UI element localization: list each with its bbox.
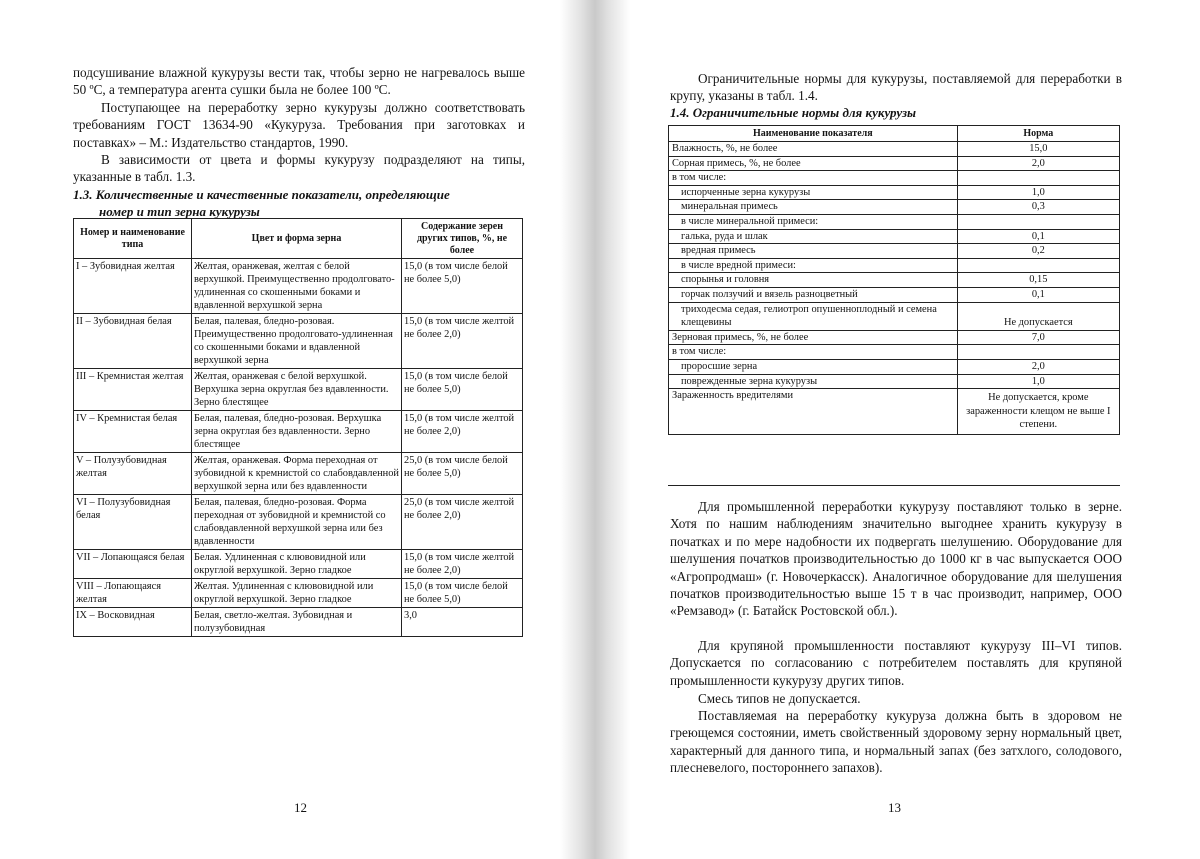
table-row xyxy=(669,302,1120,330)
table-cell-type: II – Зубовидная белая xyxy=(74,314,192,369)
table-cell-type: I – Зубовидная желтая xyxy=(74,259,192,314)
table-cell-name: Влажность, %, не более xyxy=(669,142,958,157)
table-cell-value: Не допускается xyxy=(957,302,1119,330)
left-paragraph-2: Поступающее на переработку зерно кукурузы должно соответствовать требованиям ГОСТ 13634-90 «Кукуруза. Требования при заготовках и поставках» – М.: Издательство стандартов, 1990. xyxy=(73,100,525,150)
table-cell-value: 1,0 xyxy=(957,374,1119,389)
table-row xyxy=(669,287,1120,302)
table-row xyxy=(74,495,523,550)
table-cell-description: Белая, светло-желтая. Зубовидная и полузубовидная xyxy=(192,608,402,637)
table-cell-value: Не допускается, кроме зараженности клещом не выше I степени. xyxy=(957,389,1119,435)
table-row xyxy=(74,411,523,453)
table-row xyxy=(669,156,1120,171)
table-cell-value xyxy=(957,345,1119,360)
table-cell-name: вредная примесь xyxy=(669,244,958,259)
table-row xyxy=(74,369,523,411)
table-cell-value: 15,0 xyxy=(957,142,1119,157)
table-cell-name: горчак ползучий и вязель разноцветный xyxy=(669,287,958,302)
table-1-4-header-norm: Норма xyxy=(957,126,1119,142)
table-cell-description: Белая. Удлиненная с клювовидной или округлой верхушкой. Зерно гладкое xyxy=(192,550,402,579)
table-cell-value: 0,1 xyxy=(957,229,1119,244)
table-1-3-caption-line-1: 1.3. Количественные и качественные показатели, определяющие xyxy=(73,187,450,202)
table-row xyxy=(669,258,1120,273)
table-1-3 xyxy=(73,218,523,637)
table-1-4 xyxy=(668,125,1120,435)
table-row xyxy=(74,314,523,369)
table-row xyxy=(669,200,1120,215)
table-cell-name: испорченные зерна кукурузы xyxy=(669,185,958,200)
table-cell-description: Белая, палевая, бледно-розовая. Преимущественно продолговато-удлиненная со скошенными боками и вдавленной верхушкой зерна xyxy=(192,314,402,369)
table-cell-type: VIII – Лопающаяся желтая xyxy=(74,579,192,608)
table-row xyxy=(669,330,1120,345)
table-cell-content: 15,0 (в том числе белой не более 5,0) xyxy=(402,579,523,608)
table-cell-name: в том числе: xyxy=(669,171,958,186)
right-paragraph-2: Для промышленной переработки кукурузу поставляют только в зерне. Хотя по нашим наблюдениям значительно выгоднее хранить кукурузу в початках и по мере надобности их подвергать шелушению. Оборудование для шелушения початков производительностью до 1000 кг в час выпускается ООО «Агропродмаш» (г. Новочеркасск). Аналогичное оборудование для шелушения початков производительностью выше 15 т в час производит, например, ООО «Ремзавод» (г. Батайск Ростовской обл.). xyxy=(670,499,1122,619)
table-cell-type: V – Полузубовидная желтая xyxy=(74,453,192,495)
table-cell-name: Зерновая примесь, %, не более xyxy=(669,330,958,345)
table-cell-value: 2,0 xyxy=(957,156,1119,171)
table-cell-content: 15,0 (в том числе белой не более 5,0) xyxy=(402,259,523,314)
table-row xyxy=(74,608,523,637)
table-cell-value xyxy=(957,258,1119,273)
table-cell-type: III – Кремнистая желтая xyxy=(74,369,192,411)
table-cell-content: 25,0 (в том числе желтой не более 2,0) xyxy=(402,495,523,550)
table-cell-value xyxy=(957,171,1119,186)
table-cell-type: IX – Восковидная xyxy=(74,608,192,637)
table-cell-content: 15,0 (в том числе желтой не более 2,0) xyxy=(402,550,523,579)
table-cell-type: VII – Лопающаяся белая xyxy=(74,550,192,579)
page-number-right: 13 xyxy=(888,800,901,815)
table-cell-description: Желтая, оранжевая, желтая с белой верхушкой. Преимущественно продолговато-удлиненная со скошенными боками и вдавленной верхушкой зерна xyxy=(192,259,402,314)
table-row xyxy=(74,550,523,579)
table-row xyxy=(669,374,1120,389)
table-cell-name: триходесма седая, гелиотроп опушенноплодный и семена клещевины xyxy=(669,302,958,330)
right-paragraph-3: Для крупяной промышленности поставляют кукурузу III–VI типов. Допускается по согласованию с потребителем поставлять для крупяной промышленности кукурузу других типов. xyxy=(670,638,1122,688)
left-paragraph-1: подсушивание влажной кукурузы вести так, чтобы зерно не нагревалось выше 50 ºC, а температура агента сушки была не более 100 ºC. xyxy=(73,65,525,98)
table-cell-value: 0,15 xyxy=(957,273,1119,288)
table-cell-content: 3,0 xyxy=(402,608,523,637)
table-cell-content: 15,0 (в том числе желтой не более 2,0) xyxy=(402,411,523,453)
table-row xyxy=(74,453,523,495)
table-row xyxy=(669,345,1120,360)
table-cell-value: 0,1 xyxy=(957,287,1119,302)
table-cell-name: спорынья и головня xyxy=(669,273,958,288)
table-cell-content: 15,0 (в том числе белой не более 5,0) xyxy=(402,369,523,411)
table-cell-value: 1,0 xyxy=(957,185,1119,200)
table-cell-value xyxy=(957,214,1119,229)
table-cell-description: Белая, палевая, бледно-розовая. Верхушка зерна округлая без вдавленности. Зерно блестящее xyxy=(192,411,402,453)
table-cell-name: в числе минеральной примеси: xyxy=(669,214,958,229)
table-row xyxy=(669,229,1120,244)
table-1-3-caption xyxy=(73,186,533,220)
table-1-3-header-type: Номер и наименование типа xyxy=(74,219,192,259)
table-row xyxy=(74,259,523,314)
table-row xyxy=(669,185,1120,200)
table-cell-content: 15,0 (в том числе желтой не более 2,0) xyxy=(402,314,523,369)
table-bottom-rule xyxy=(668,485,1120,486)
page-number-left: 12 xyxy=(294,800,307,815)
table-row xyxy=(669,142,1120,157)
table-row xyxy=(669,389,1120,435)
table-cell-name: проросшие зерна xyxy=(669,359,958,374)
table-cell-value: 0,2 xyxy=(957,244,1119,259)
table-cell-name: галька, руда и шлак xyxy=(669,229,958,244)
table-cell-type: VI – Полузубовидная белая xyxy=(74,495,192,550)
table-row xyxy=(669,359,1120,374)
table-cell-description: Желтая, оранжевая с белой верхушкой. Верхушка зерна округлая без вдавленности. Зерно блестящее xyxy=(192,369,402,411)
table-cell-name: Зараженность вредителями xyxy=(669,389,958,435)
right-paragraph-4: Смесь типов не допускается. xyxy=(698,691,861,706)
table-1-3-header-color: Цвет и форма зерна xyxy=(192,219,402,259)
table-cell-name: в числе вредной примеси: xyxy=(669,258,958,273)
left-paragraph-3: В зависимости от цвета и формы кукурузу подразделяют на типы, указанные в табл. 1.3. xyxy=(73,152,525,185)
table-1-4-caption: 1.4. Ограничительные нормы для кукурузы xyxy=(670,105,917,120)
table-row xyxy=(669,214,1120,229)
table-cell-description: Желтая, оранжевая. Форма переходная от зубовидной к кремнистой со слабовдавленной верхушкой зерна или без вдавленности xyxy=(192,453,402,495)
right-paragraph-1: Ограничительные нормы для кукурузы, поставляемой для переработки в крупу, указаны в табл. 1.4. xyxy=(670,71,1122,104)
table-1-4-header-name: Наименование показателя xyxy=(669,126,958,142)
table-row xyxy=(669,244,1120,259)
table-cell-content: 25,0 (в том числе белой не более 5,0) xyxy=(402,453,523,495)
table-cell-name: Сорная примесь, %, не более xyxy=(669,156,958,171)
table-cell-description: Желтая. Удлиненная с клювовидной или округлой верхушкой. Зерно гладкое xyxy=(192,579,402,608)
table-cell-name: в том числе: xyxy=(669,345,958,360)
table-1-3-caption-line-2: номер и тип зерна кукурузы xyxy=(99,204,260,219)
table-row xyxy=(669,171,1120,186)
table-cell-value: 0,3 xyxy=(957,200,1119,215)
table-cell-description: Белая, палевая, бледно-розовая. Форма переходная от зубовидной и кремнистой со слабовдавленной верхушкой зерна или без вдавленности xyxy=(192,495,402,550)
table-cell-name: минеральная примесь xyxy=(669,200,958,215)
right-paragraph-5: Поставляемая на переработку кукуруза должна быть в здоровом не греющемся состоянии, иметь свойственный здоровому зерну нормальный цвет, характерный для данного типа, и нормальный запах (без затхлого, солодового, плесневелого, постороннего запахов). xyxy=(670,708,1122,776)
table-cell-name: поврежденные зерна кукурузы xyxy=(669,374,958,389)
table-1-3-header-content: Содержание зерен других типов, %, не более xyxy=(402,219,523,259)
table-row xyxy=(669,273,1120,288)
table-cell-value: 7,0 xyxy=(957,330,1119,345)
table-row xyxy=(74,579,523,608)
table-cell-value: 2,0 xyxy=(957,359,1119,374)
table-cell-type: IV – Кремнистая белая xyxy=(74,411,192,453)
